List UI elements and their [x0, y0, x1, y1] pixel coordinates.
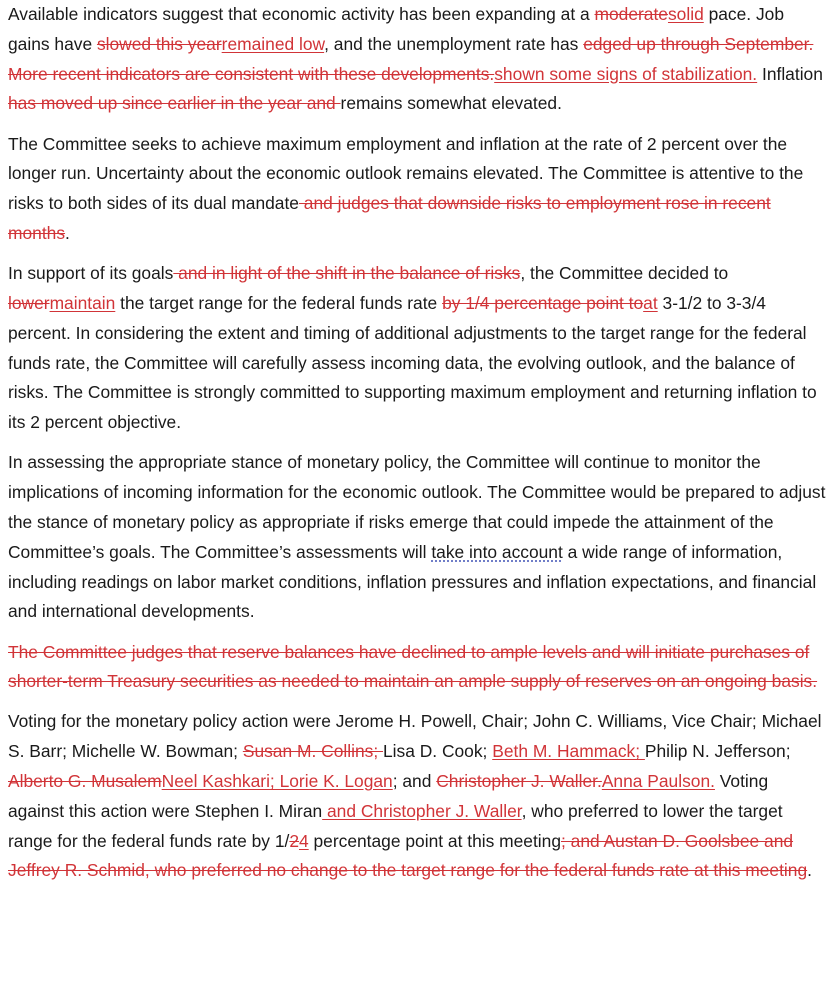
tracked-changes-document: [8, 0, 828, 897]
deleted-text: Susan M. Collins;: [242, 741, 383, 762]
deleted-text: Christopher J. Waller.: [436, 771, 602, 792]
proofing-underline-text: take into account: [431, 541, 563, 562]
run-text: The Committee seeks to achieve maximum employment and inflation at the rate of 2 percent over the longer run. Uncertainty about the economic outlook remains elevated. The Committee is attentive to the risks to both sides of its dual mandate: [8, 133, 804, 214]
deleted-text: by 1/4 percentage point to: [442, 292, 644, 313]
run-text: Philip N. Jefferson;: [644, 741, 791, 762]
inserted-text: Neel Kashkari; Lorie K. Logan: [161, 771, 393, 792]
deleted-text: and in light of the shift in the balance of risks: [173, 263, 521, 284]
deleted-text: Alberto G. Musalem: [8, 771, 162, 792]
inserted-text: Anna Paulson.: [601, 771, 715, 792]
run-text: , and the unemployment rate has: [324, 33, 584, 54]
run-text: .: [807, 860, 812, 881]
run-text: a wide range of information, including readings on labor market conditions, inflation pressures and inflation expectations, and financial and international developments.: [8, 541, 817, 622]
inserted-text: shown some signs of stabilization.: [494, 63, 758, 84]
inserted-text: solid: [667, 4, 704, 24]
deleted-text: slowed this year: [96, 33, 222, 54]
run-text: , who preferred to lower the target range for the federal funds rate by 1/: [8, 800, 783, 851]
paragraph-reserve-balances: [8, 638, 828, 698]
inserted-text: Beth M. Hammack;: [492, 741, 645, 762]
run-text: 3-1/2 to 3-3/4 percent. In considering the extent and timing of additional adjustments to the target range for the federal funds rate, the Committee will carefully assess incoming data, the evolving outlook, and the balance of risks. The Committee is strongly committed to supporting maximum employment and returning inflation to its 2 percent objective.: [8, 292, 817, 433]
inserted-text: 4: [299, 830, 309, 851]
inserted-text: and Christopher J. Waller: [322, 800, 522, 821]
run-text: Voting for the monetary policy action were Jerome H. Powell, Chair; John C. Williams, Vice Chair; Michael S. Barr; Michelle W. Bowman;: [8, 711, 822, 762]
run-text: remains somewhat elevated.: [340, 93, 562, 114]
deleted-text: The Committee judges that reserve balances have declined to ample levels and will initiate purchases of shorter-term Treasury securities as needed to maintain an ample supply of reserves on an ongoing basis.: [8, 641, 818, 692]
deleted-text: has moved up since earlier in the year and: [8, 93, 341, 114]
deleted-text: edged up through September. More recent indicators are consistent with these developments.: [8, 33, 814, 84]
run-text: percentage point at this meeting: [308, 830, 561, 851]
run-text: Available indicators suggest that economic activity has been expanding at a: [8, 4, 595, 24]
run-text: , the Committee decided to: [520, 263, 729, 284]
paragraph-committee-goals: [8, 130, 828, 249]
paragraph-policy-stance: [8, 448, 828, 627]
deleted-text: moderate: [594, 4, 668, 24]
run-text: In support of its goals: [8, 263, 174, 284]
run-text: Voting against this action were Stephen I. Miran: [8, 771, 769, 821]
inserted-text: remained low: [221, 33, 325, 54]
inserted-text: at: [643, 292, 658, 313]
deleted-text: and judges that downside risks to employment rose in recent months: [8, 193, 771, 243]
inserted-text: maintain: [49, 292, 116, 313]
paragraph-policy-decision: [8, 259, 828, 438]
run-text: Inflation: [757, 63, 823, 84]
deleted-text: lower: [8, 292, 50, 313]
paragraph-voting: [8, 707, 828, 886]
run-text: In assessing the appropriate stance of monetary policy, the Committee will continue to monitor the implications of incoming information for the economic outlook. The Committee would be prepared to adjust the stance of monetary policy as appropriate if risks emerge that could impede the attainment of the Committee’s goals. The Committee’s assessments will: [8, 452, 826, 562]
paragraph-economic-activity: [8, 0, 828, 119]
run-text: pace. Job gains have: [8, 4, 784, 54]
run-text: the target range for the federal funds rate: [115, 292, 443, 313]
run-text: ; and: [392, 771, 437, 792]
run-text: .: [65, 222, 70, 243]
deleted-text: ; and Austan D. Goolsbee and Jeffrey R. Schmid, who preferred no change to the target range for the federal funds rate at this meeting: [8, 830, 808, 881]
deleted-text: 2: [289, 830, 299, 851]
run-text: Lisa D. Cook;: [383, 741, 493, 762]
